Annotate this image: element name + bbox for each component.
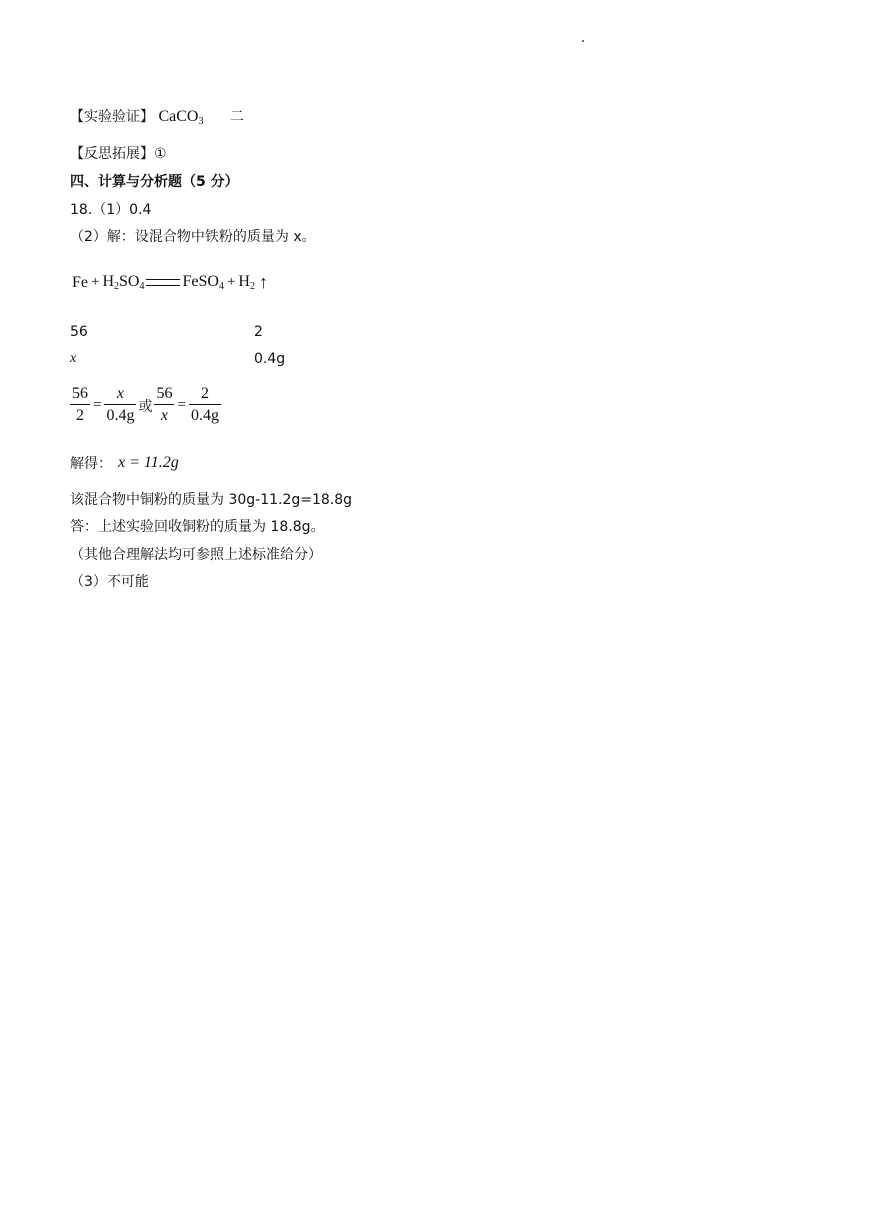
reflection-line: [70, 145, 167, 163]
page-mark-dot: [582, 40, 584, 42]
ratio-bottom-left: x: [70, 351, 77, 366]
q18-part1: 18.（1）0.4: [70, 202, 152, 218]
fraction-x-over-04g: $\frac{x}{0.4g}$: [106, 385, 135, 424]
ratio-bottom-right: 0.4g: [254, 351, 286, 367]
equals-sign: =: [93, 397, 102, 413]
chemical-equation: [72, 272, 268, 293]
plus-sign: +: [91, 274, 100, 290]
reflection-label: 【反思拓展】: [70, 146, 154, 162]
gas-arrow-icon: ↑: [258, 272, 268, 292]
ratio-top-left: 56: [70, 324, 88, 340]
iron-sulfate-formula: FeSO$_4$: [182, 273, 224, 292]
plus-sign: +: [226, 274, 236, 290]
copper-mass-line: 该混合物中铜粉的质量为 30g-11.2g=18.8g: [70, 492, 353, 508]
experiment-verification-line: [70, 108, 244, 131]
caco3-formula: CaCO$_3$: [158, 108, 204, 127]
or-word: 或: [138, 398, 153, 415]
ratio-top-right: 2: [254, 324, 263, 340]
experiment-verification-label: 【实验验证】: [70, 109, 154, 125]
fraction-56-over-2: $\frac{56}{2}$: [72, 385, 88, 424]
solve-result: x = 11.2g: [118, 454, 179, 471]
fraction-56-over-x: $\frac{56}{x}$: [156, 385, 173, 424]
fraction-2-over-04g: $\frac{2}{0.4g}$: [190, 385, 219, 424]
q18-part2-setup: （2）解：设混合物中铁粉的质量为 x。: [70, 229, 316, 245]
equals-sign: =: [177, 397, 186, 413]
sulfuric-acid-formula: $H_2SO_4$: [102, 273, 145, 292]
answer-line: 答：上述实验回收铜粉的质量为 18.8g。: [70, 519, 325, 535]
solve-line: [70, 453, 179, 473]
reflection-answer: ①: [154, 146, 167, 162]
solve-label: 解得：: [70, 456, 112, 472]
iron-symbol: Fe: [72, 273, 88, 291]
experiment-answer: 二: [229, 109, 244, 125]
equals-double-line: [146, 279, 180, 286]
q18-part3: （3）不可能: [70, 574, 149, 590]
proportion-equation: [70, 384, 221, 427]
section-title: 四、计算与分析题（5 分）: [70, 174, 239, 190]
grading-note: （其他合理解法均可参照上述标准给分）: [70, 547, 322, 563]
hydrogen-formula: $H_2$: [238, 273, 255, 292]
